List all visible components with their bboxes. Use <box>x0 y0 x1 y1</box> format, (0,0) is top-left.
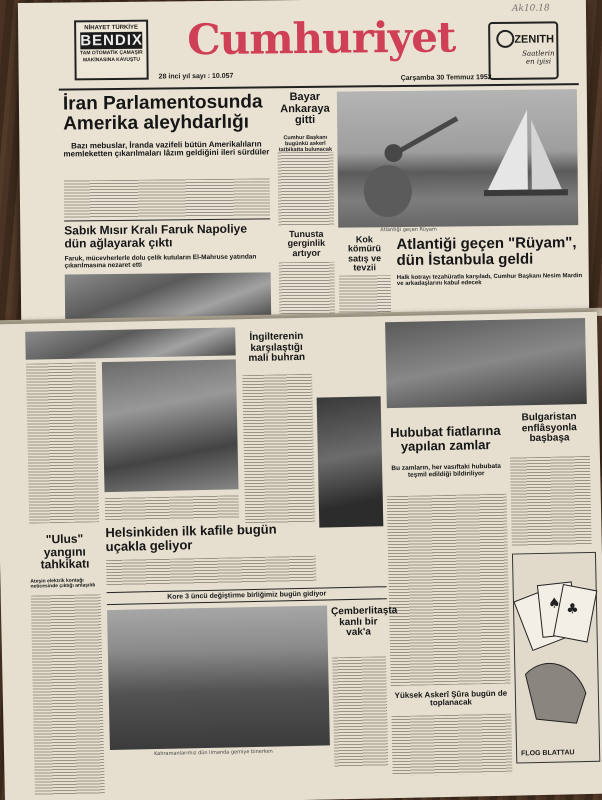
hububat-headline: Hububat fiatlarına yapılan zamlar <box>389 422 501 454</box>
bayar-subheadline: Cumhur Başkanı bugünkü askerî tatbikatta bulunacak <box>278 134 333 153</box>
issue-date: Çarşamba 30 Temmuz 1952 <box>400 74 492 82</box>
tunusta-body-text <box>279 262 336 315</box>
top-strip-photo <box>25 327 236 359</box>
cemberlitas-headline: Çemberlitaşta kanlı bir vak'a <box>330 604 398 639</box>
ulus-body-text <box>31 594 105 795</box>
svg-text:♠: ♠ <box>547 595 561 612</box>
bendix-ad <box>74 20 149 81</box>
sailboat-photo <box>337 89 578 228</box>
bendix-ad-line3: TAM OTOMATİK ÇAMAŞIR MAKİNASINA KAVUŞTU <box>79 49 143 64</box>
clock-icon <box>496 30 514 48</box>
issue-number: 28 inci yıl sayı : 10.057 <box>158 72 234 81</box>
playing-cards-icon <box>513 553 601 745</box>
soldiers-photo <box>107 605 330 750</box>
atlantik-headline: Atlantiği geçen "Rüyam", dün İstanbula geldi <box>396 234 577 269</box>
bendix-ad-brand: BENDIX <box>80 31 144 50</box>
svg-text:♣: ♣ <box>565 601 579 618</box>
iran-subheadline: Bazı mebuslar, İranda vazifeli bütün Amerikalıların memleketten çıkarılmaları lâzım geldiğini ileri sürdüler <box>63 139 270 159</box>
bayar-body-text <box>277 152 334 227</box>
faruk-headline: Sabık Mısır Kralı Faruk Napoliye dün ağlayarak çıktı <box>64 221 248 251</box>
cemberlitas-body-text <box>332 656 388 767</box>
atlantik-subheadline: Halk kotrayı tezahüratla karşıladı, Cumhur Başkanı Nesim Mardin ve arkadaşlarını kabul edecek <box>396 273 583 288</box>
crowd-photo <box>102 359 239 492</box>
tunusta-headline: Tunusta gerginlik artıyor <box>287 228 326 259</box>
helsinki-headline: Helsinkiden ilk kafile bugün uçakla geliyor <box>105 521 277 554</box>
hububat-subheadline: Bu zamların, her vasıftaki hububata teşmil edildiği bildiriliyor <box>391 462 501 479</box>
bulgaristan-body-text <box>510 456 592 548</box>
faruk-subheadline: Faruk, mücevherlerle dolu çelik kutuların El-Mahruse yatından çıkarılmasına nezaret etti <box>64 253 257 270</box>
ulus-subheadline: Ateşin elektrik kontağı neticesinde çıktığı anlaşıldı <box>30 577 96 590</box>
flog-ad-text: FLOG BLATTAU <box>521 749 575 758</box>
soldiers-photo-caption: Kahramanlarımız dün limanda gemiye binerken <box>153 748 273 758</box>
hububat-body-text <box>387 494 511 686</box>
playing-cards-ad <box>512 552 600 764</box>
bayar-headline: Bayar Ankaraya gitti <box>280 90 330 127</box>
masthead-title: Cumhuriyet <box>186 12 456 65</box>
kok-body-text <box>339 275 391 314</box>
sailboat-photo-caption: Atlantiği geçen Rüyam <box>380 226 437 234</box>
helsinki-body-text <box>106 556 316 586</box>
portrait-photo <box>317 396 384 527</box>
top-right-photo <box>385 318 587 408</box>
faruk-photo <box>65 272 271 320</box>
zenith-ad-slogan: Saatlerin en iyisi <box>522 49 555 66</box>
iran-body-text <box>64 178 270 218</box>
newspaper-lower-page <box>0 312 602 800</box>
ulus-headline: "Ulus" yangını tahkikatı <box>40 531 90 572</box>
ingiltere-body-text <box>242 374 315 525</box>
sailboat-icon <box>337 89 578 228</box>
left-column-text <box>26 362 99 523</box>
iran-headline: İran Parlamentosunda Amerika aleyhdarlığı <box>62 91 263 135</box>
bendix-ad-line1: NİHAYET TÜRKİYE <box>84 24 139 32</box>
yuksek-body-text <box>391 714 512 776</box>
zenith-ad <box>488 21 559 80</box>
bulgaristan-headline: Bulgaristan enflâsyonla başbaşa <box>521 411 577 445</box>
handwritten-note: Ak10.18 <box>511 3 550 14</box>
kok-headline: Kok kömürü satış ve tevzii <box>347 234 382 273</box>
kore-headline: Kore 3 üncü değiştirme birliğimiz bugün gidiyor <box>107 586 387 605</box>
yuksek-headline: Yüksek Askerî Şûra bugün de toplanacak <box>394 688 508 708</box>
crowd-photo-text <box>105 495 239 522</box>
ingiltere-headline: İngilterenin karşılaştığı mali buhran <box>248 330 306 365</box>
zenith-ad-brand: ZENITH <box>514 33 555 46</box>
